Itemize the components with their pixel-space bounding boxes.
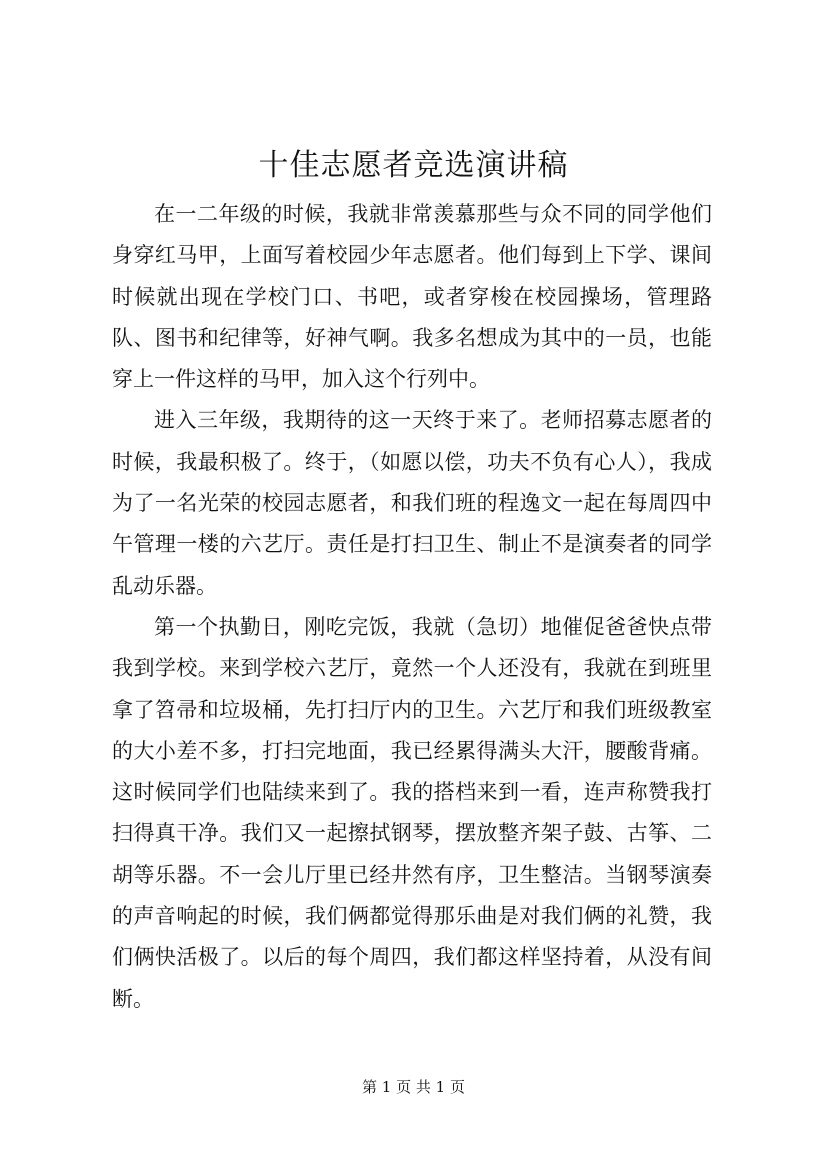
paragraph-1: 在一二年级的时候，我就非常羡慕那些与众不同的同学他们身穿红马甲，上面写着校园少年志愿者。他们每到上下学、课间时候就出现在学校门口、书吧，或者穿梭在校园操场，管理路队、图书和纪律等，好神气啊。我多名想成为其中的一员，也能穿上一件这样的马甲，加入这个行列中。 [112, 202, 712, 392]
paragraph-2: 进入三年级，我期待的这一天终于来了。老师招募志愿者的时候，我最积极了。终于，（如愿以偿，功夫不负有心人），我成为了一名光荣的校园志愿者，和我们班的程逸文一起在每周四中午管理一楼的六艺厅。责任是打扫卫生、制止不是演奏者的同学乱动乐器。 [112, 408, 712, 598]
document-body [112, 194, 712, 1020]
paragraph-3: 第一个执勤日，刚吃完饭，我就（急切）地催促爸爸快点带我到学校。来到学校六艺厅，竟然一个人还没有，我就在到班里拿了笤帚和垃圾桶，先打扫厅内的卫生。六艺厅和我们班级教室的大小差不多，打扫完地面，我已经累得满头大汗，腰酸背痛。这时候同学们也陆续来到了。我的搭档来到一看，连声称赞我打扫得真干净。我们又一起擦拭钢琴，摆放整齐架子鼓、古筝、二胡等乐器。不一会儿厅里已经井然有序，卫生整洁。当钢琴演奏的声音响起的时候，我们俩都觉得那乐曲是对我们俩的礼赞，我们俩快活极了。以后的每个周四，我们都这样坚持着，从没有间断。 [112, 614, 712, 1011]
page-number-footer: 第 1 页 共 1 页 [362, 1078, 465, 1096]
document-title: 十佳志愿者竞选演讲稿 [258, 148, 569, 183]
